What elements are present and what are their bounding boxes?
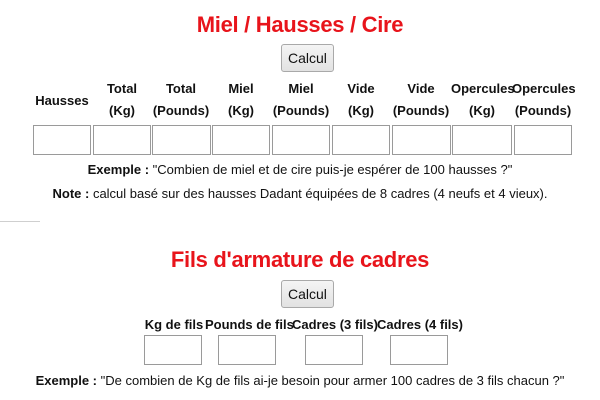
miel-kg-input[interactable] (212, 125, 270, 155)
vide-kg-input[interactable] (332, 125, 390, 155)
total-pounds-input[interactable] (152, 125, 211, 155)
honey-note-text: calcul basé sur des hausses Dadant équipées de 8 cadres (4 neufs et 4 vieux). (89, 186, 548, 201)
honey-calculate-button[interactable]: Calcul (281, 44, 334, 72)
opercules-pounds-input[interactable] (514, 125, 572, 155)
header-opercules-kg: Opercules (Kg) (451, 81, 515, 118)
opercules-kg-input[interactable] (452, 125, 512, 155)
honey-section-title: Miel / Hausses / Cire (196, 12, 404, 37)
header-kg-de-fils: Kg de fils (144, 317, 204, 332)
kg-de-fils-input[interactable] (144, 335, 202, 365)
section-divider (0, 221, 40, 222)
header-total-kg: Total (Kg) (106, 81, 138, 118)
cadres-3-fils-input[interactable] (305, 335, 363, 365)
header-pounds-de-fils: Pounds de fils (205, 317, 294, 332)
header-cadres-3-fils: Cadres (3 fils) (292, 317, 378, 332)
header-opercules-pounds: Opercules (Pounds) (512, 81, 576, 118)
wire-example-label: Exemple : (35, 373, 98, 388)
wire-section-title: Fils d'armature de cadres (170, 247, 430, 272)
honey-example-text: "Combien de miel et de cire puis-je espérer de 100 hausses ?" (149, 162, 513, 177)
header-total-pounds: Total (Pounds) (152, 81, 210, 118)
honey-note-label: Note : (52, 186, 90, 201)
header-miel-pounds: Miel (Pounds) (272, 81, 330, 118)
header-miel-kg: Miel (Kg) (228, 81, 254, 118)
wire-calculate-button[interactable]: Calcul (281, 280, 334, 308)
vide-pounds-input[interactable] (392, 125, 451, 155)
hausses-input[interactable] (33, 125, 91, 155)
wire-example (0, 373, 600, 388)
honey-example (0, 162, 600, 177)
header-hausses: Hausses (35, 93, 89, 108)
honey-note (0, 186, 600, 201)
pounds-de-fils-input[interactable] (218, 335, 276, 365)
cadres-4-fils-input[interactable] (390, 335, 448, 365)
honey-example-label: Exemple : (87, 162, 150, 177)
header-vide-kg: Vide (Kg) (347, 81, 375, 118)
header-cadres-4-fils: Cadres (4 fils) (377, 317, 463, 332)
total-kg-input[interactable] (93, 125, 151, 155)
header-vide-pounds: Vide (Pounds) (392, 81, 450, 118)
wire-example-text: "De combien de Kg de fils ai-je besoin pour armer 100 cadres de 3 fils chacun ?" (97, 373, 565, 388)
miel-pounds-input[interactable] (272, 125, 330, 155)
